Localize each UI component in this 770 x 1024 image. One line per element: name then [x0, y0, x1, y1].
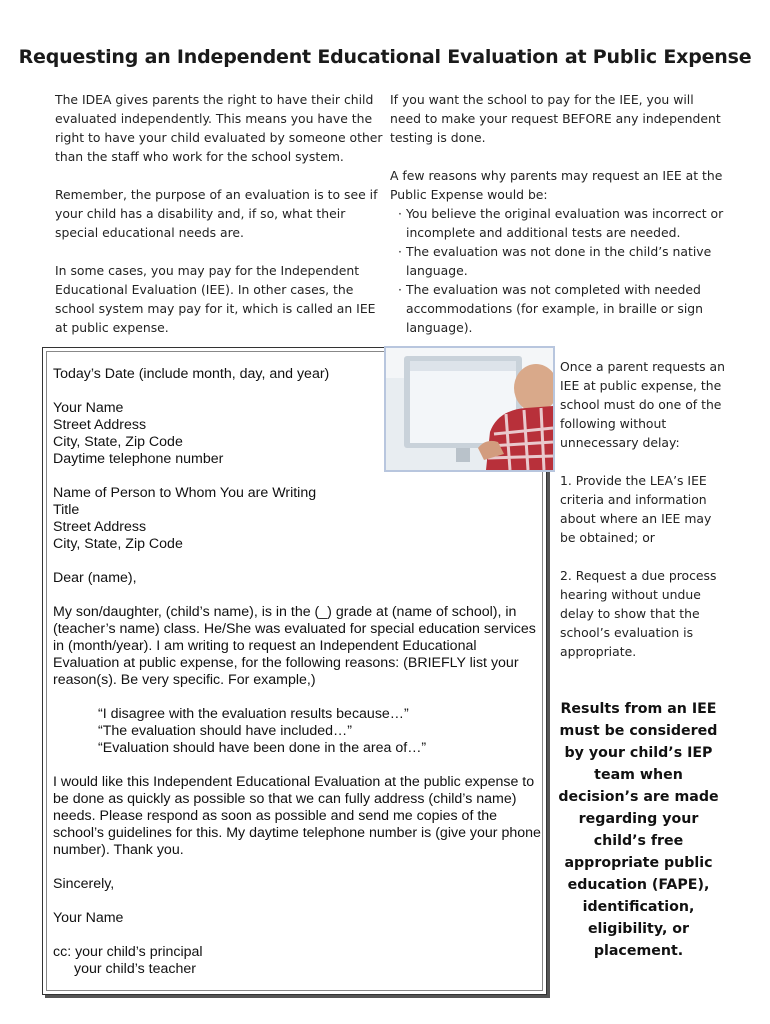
letter-body-1: My son/daughter, (child’s name), is in the (_) grade at (name of school), in (teacher’s name) class. He/She was evaluated for special education services in (month/year). I am writing to request an Independent Educational Evaluation at public expense, for the following reasons: (BRIEFLY list your reason(s). Be very specific. For example,) — [53, 604, 536, 688]
person-at-computer-photo — [384, 346, 555, 472]
recipient-name: Name of Person to Whom You are Writing — [53, 485, 317, 501]
cc-principal: cc: your child’s principal — [53, 944, 203, 960]
sender-street: Street Address — [53, 417, 147, 433]
reasons-list — [390, 204, 725, 337]
letter-closing: Sincerely, — [53, 876, 115, 892]
iee-results-callout: Results from an IEE must be considered by your child’s IEP team when decision’s are made regarding your child’s free appropriate public education (FAPE), identification, eligibility, or placement. — [558, 701, 719, 959]
list-item: · You believe the original evaluation was incorrect or incomplete and additional tests are needed. — [398, 206, 724, 240]
letter-recipient-block — [53, 485, 543, 553]
left-column — [55, 90, 390, 356]
recipient-street: Street Address — [53, 519, 147, 535]
sender-city: City, State, Zip Code — [53, 434, 183, 450]
left-paragraph-3: In some cases, you may pay for the Independent Educational Evaluation (IEE). In other cases, the school system may pay for it, which is called an IEE at public expense. — [55, 263, 376, 335]
recipient-title: Title — [53, 502, 80, 518]
side-column — [560, 357, 725, 680]
side-option-2: 2. Request a due process hearing without undue delay to show that the school’s evaluation is appropriate. — [560, 568, 717, 659]
cc-teacher: your child’s teacher — [74, 961, 196, 977]
sender-name: Your Name — [53, 400, 124, 416]
right-column — [390, 90, 725, 337]
recipient-city: City, State, Zip Code — [53, 536, 183, 552]
sender-phone: Daytime telephone number — [53, 451, 224, 467]
letter-cc — [53, 944, 543, 978]
letter-date: Today’s Date (include month, day, and year) — [53, 366, 330, 382]
left-paragraph-2: Remember, the purpose of an evaluation is to see if your child has a disability and, if so, what their special educational needs are. — [55, 187, 378, 240]
example-quote: “The evaluation should have included…” — [98, 723, 352, 739]
list-item: · The evaluation was not done in the child’s native language. — [398, 244, 712, 278]
left-paragraph-1: The IDEA gives parents the right to have their child evaluated independently. This means you have the right to have your child evaluated by someone other than the staff who work for the school system. — [55, 92, 383, 164]
side-option-1: 1. Provide the LEA’s IEE criteria and information about where an IEE may be obtained; or — [560, 473, 712, 545]
page-title: Requesting an Independent Educational Evaluation at Public Expense — [18, 46, 752, 68]
reasons-intro: A few reasons why parents may request an IEE at the Public Expense would be: — [390, 168, 723, 202]
letter-example-quotes — [53, 706, 543, 757]
side-intro: Once a parent requests an IEE at public expense, the school must do one of the following without unnecessary delay: — [560, 359, 726, 450]
example-quote: “I disagree with the evaluation results because…” — [98, 706, 409, 722]
example-quote: “Evaluation should have been done in the area of…” — [98, 740, 427, 756]
letter-body-2: I would like this Independent Educational Evaluation at the public expense to be done as quickly as possible so that we can fully address (child’s name) needs. Please respond as soon as possible and send me copies of the school’s guidelines for this. My daytime telephone number is (give your phone number). Thank you. — [53, 774, 541, 858]
letter-salutation: Dear (name), — [53, 570, 137, 586]
right-paragraph-1: If you want the school to pay for the IEE, you will need to make your request BEFORE any independent testing is done. — [390, 92, 721, 145]
letter-signature: Your Name — [53, 910, 124, 926]
list-item: · The evaluation was not completed with needed accommodations (for example, in braille or sign language). — [398, 282, 704, 335]
